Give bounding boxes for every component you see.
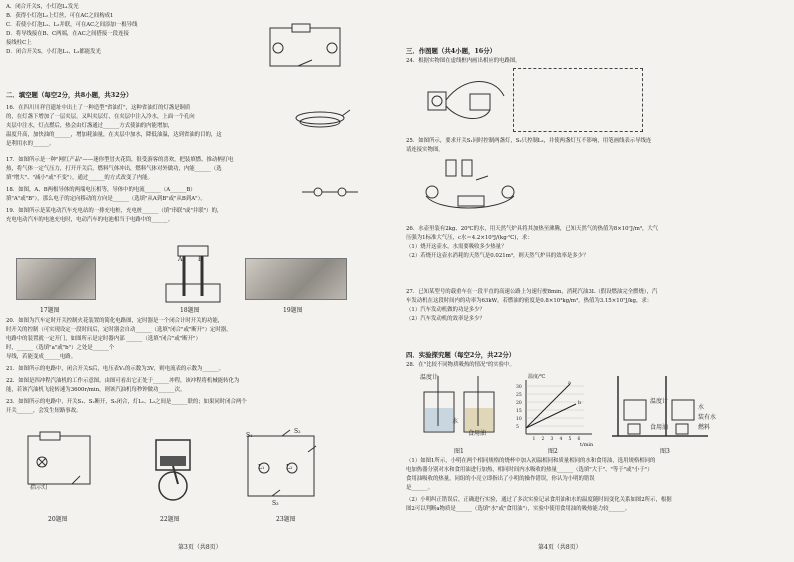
q20-line: 20．如图为汽车定时开关控制火花装置的简化电路图，定时器是一个闭合计时开关的功能， <box>6 318 224 324</box>
q24-answer-box <box>513 68 643 132</box>
option-line: C．若使小灯泡L₁、L₂并联，可在AC之间添加一根导线 <box>6 22 138 28</box>
page-number-left: 第3页（共8页） <box>178 544 222 551</box>
page-number-right: 第4页（共8页） <box>538 544 582 551</box>
q16-line: 16．在四川川祥宫遗址中出土了一种造型"省油灯"，这种省油灯的灯盏是铜质 <box>6 105 191 111</box>
q22-line: 能，若该汽油机飞轮转速为3600r/min，则该汽油机每秒钟做功______次。 <box>6 387 186 393</box>
fig1-label-oil: 食用油 <box>468 430 487 437</box>
q16-line: 温度升高，加快油的______，增加耗油量，在夹层中加水，降低油温，达到省油的目的，这 <box>6 132 222 138</box>
fig23-caption: 23题图 <box>276 516 296 523</box>
fig18-label-a: A <box>178 256 183 263</box>
fig20-label: 指示灯 <box>30 484 49 491</box>
graph-x-label: t/min <box>580 442 594 448</box>
fig19-caption: 19题图 <box>283 307 303 314</box>
option-line: D．闭合开关S，小灯泡L₁、L₂都能发光 <box>6 49 101 55</box>
q16-line: 夹层中注水，灯点燃后，热会由灯盏通过______方式使油的内能增加， <box>6 123 174 129</box>
graph-x-tick: 1 <box>532 437 536 442</box>
graph-line-a <box>526 384 570 428</box>
fig19-photo <box>245 258 347 300</box>
fig23-label-l2: L₂ <box>286 464 293 471</box>
q27-line: （1）汽车发动机做的功是多少？ <box>406 307 485 313</box>
graph-x-tick: 6 <box>577 437 581 442</box>
q26-line: （2）若烧开这壶水消耗的天然气是0.021m³，则天然气炉具的效率是多少？ <box>406 253 589 259</box>
q16-line: 是利用水的______。 <box>6 141 55 147</box>
graph-y-tick: 10 <box>516 417 522 422</box>
q28-line: 28．在"比较不同物质吸热的情况"的实验中。 <box>406 362 515 368</box>
fig3-label-fuel: 燃料 <box>698 424 711 431</box>
q25-line: 请连接实物图。 <box>406 147 444 153</box>
fig23-label-s1: S₁ <box>246 432 253 439</box>
graph-x-tick: 3 <box>550 437 554 442</box>
q21-line: 21．如图所示的电路中，闭合开关S后，电压表V₁的示数为3V，则电流表的示数为______。 <box>6 366 224 372</box>
q28-answer-line: 是______。 <box>406 485 433 491</box>
graph-y-tick: 30 <box>516 385 522 390</box>
fig1-label-thermometer: 温度计 <box>420 374 439 381</box>
option-line: A．闭合开关S，小灯泡L₁发光 <box>6 4 79 10</box>
q20-line: 时，______（选填"a"或"b"）之处是______个 <box>6 345 115 351</box>
option-line: D．将导线接在B、C两端，在AC之间搭接一段连接 <box>6 31 129 37</box>
fig18-diagram <box>158 244 228 304</box>
fig20-caption: 20题图 <box>48 516 68 523</box>
q26-line: 26．水壶里装有2kg、20℃的水，用天然气炉具将其加热至沸腾，已知天然气的热值为8×10⁷J/m³，大气 <box>406 226 659 232</box>
graph-y-tick: 15 <box>516 409 522 414</box>
q28-answer-line: 电加热器分别对水和食用油进行加热，相同时间内水吸收的热量______（选填"大于"、"等于"或"小于"） <box>406 467 653 473</box>
q24-physical-circuit <box>424 72 514 127</box>
fig18-label-b: B <box>198 256 203 263</box>
q22-line: 22．如图是四冲程汽油机的工作示意图，由图可看出它正处于______冲程，该冲程将机械能转化为 <box>6 378 240 384</box>
fig1-label-water: 水 <box>452 418 459 425</box>
q19-line: 充电电动汽车的电池充电时，电动汽车的电池相当于电路中的______。 <box>6 217 174 223</box>
fig22-caption: 22题图 <box>160 516 180 523</box>
fig1-caption: 图1 <box>454 448 464 455</box>
fig2-graph <box>508 372 598 448</box>
fig1-beakers <box>418 372 508 442</box>
q27-line: 27．已知某型号的载重车在一段平直的高速公路上匀速行驶8min，消耗汽油3L（假设燃油完全燃烧），汽 <box>406 289 658 295</box>
q27-line: 车发动机在这段时间内的功率为63kW，若燃油的密度是0.8×10³kg/m³，热值为3.15×10⁷J/kg，求： <box>406 298 653 304</box>
option-line: B．获得小灯泡L₂上灯丝，可在AC之间构成1 <box>6 13 114 19</box>
fig3-label-oil: 食用油 <box>650 424 669 431</box>
fig23-label-l1: L₁ <box>258 464 265 471</box>
fig22-engine <box>148 436 198 506</box>
fig2-caption: 图2 <box>548 448 558 455</box>
fig23-circuit <box>242 428 322 508</box>
section-3-title: 三．作图题（共4小题，16分） <box>406 47 497 55</box>
q28-answer-line: （1）如图1所示，小明在两个相同规格的烧杯中加入初温相同和质量相同的水和食用油，选用规格相同的 <box>406 458 656 464</box>
q20-line: 时开关的控制（可实现设定一段时间后，定时器会自动______（选填"闭合"或"断开"）定时器， <box>6 327 232 333</box>
q15-circuit-figure <box>262 18 352 73</box>
q28-answer-line: 食用油吸收的热量，同组的小亮立即指出了小明的操作错误，你认为小明的错误 <box>406 476 595 482</box>
fig3-label-thermometer: 温度计 <box>650 398 669 405</box>
q20-line: 导线，若能变成______电路。 <box>6 354 77 360</box>
q25-physical-circuit <box>418 156 528 216</box>
graph-y-tick: 5 <box>516 425 519 430</box>
fig17-caption: 17题图 <box>40 307 60 314</box>
graph-y-tick: 25 <box>516 393 522 398</box>
q26-line: （1）烧开这壶水，水需要吸收多少热量？ <box>406 244 507 250</box>
q28-answer-line: 图2可以判断a物质是______（选填"水"或"食用油"），实验中使用食用油的吸热能力较______。 <box>406 506 631 512</box>
q20-line: 电路中的装置就一定开门，如图所示是定时器内部 ______（选填"闭合"或"断开"） <box>6 336 201 342</box>
q26-line: 压强为1标准大气压，c水＝4.2×10³J/(kg·℃)，求： <box>406 235 533 241</box>
graph-line-a-label: a <box>568 380 571 386</box>
option-line: 接线柱C上 <box>6 40 32 46</box>
q16-line: 的，在灯盏下增加了一层夹层，又叫夹层灯，在夹层中注入冷水，上面一个孔向 <box>6 114 195 120</box>
fig23-label-s2: S₂ <box>294 428 301 435</box>
graph-x-tick: 4 <box>559 437 563 442</box>
q17-line: 17．如图所示是一种"网红产品"——迷你型冒火花筒，很受游客的喜欢，把装填燃、推动柄打电 <box>6 157 234 163</box>
oil-lamp-figure <box>292 106 352 136</box>
q17-line: 热，将气体一定气压力，打开开关后，燃料气体冲出，燃料气体对外做功，内能______（选 <box>6 166 222 172</box>
right-page <box>398 0 794 562</box>
fig3-label-water: 水 <box>698 404 705 411</box>
graph-line-b <box>526 404 576 428</box>
q19-line: 19．如图所示是某电动汽车充电站的一排充电桩，充电桩______（填"串联"或"并联"）的， <box>6 208 223 214</box>
section-2-title: 二．填空题（每空2分，共8小题，共32分） <box>6 91 133 99</box>
q17-line: 填"增大"、"减小"或"不变"），通过______的方式改变了内能。 <box>6 175 153 181</box>
q18-line: 18．如图，A、B两根导体的两端电压相等，导体中的电流______（A______B） <box>6 187 196 193</box>
q28-answer-line: （2）小明纠正错误后，正确进行实验，通过了多次实验记录食用油和水的温度随时间变化关系如图2所示，根据 <box>406 497 672 503</box>
fig3-caption: 图3 <box>660 448 670 455</box>
fig17-photo <box>16 258 96 300</box>
graph-x-tick: 5 <box>568 437 572 442</box>
fig18-caption: 18题图 <box>180 307 200 314</box>
q18-line: 填"A"或"B"），那么电子的定向移动的方向是______（选填"从A到B"或"从B到A"）。 <box>6 196 206 202</box>
fig23-label-s3: S₃ <box>272 500 279 507</box>
fig3-label-container: 装有水 <box>698 414 717 421</box>
graph-x-tick: 2 <box>541 437 545 442</box>
graph-y-label: 温度/℃ <box>528 374 546 380</box>
q23-line: 23．如图所示的电路中，开关S₁、S₂断开，S₃闭合，灯L₁、L₂之间是______联的；如果同时闭合两个 <box>6 399 247 405</box>
section-4-title: 四．实验探究题（每空2分，共22分） <box>406 351 516 359</box>
q23-line: 开关______，会发生短路事故。 <box>6 408 82 414</box>
q24-line: 24．根据实物图在虚线框内画出相应的电路图。 <box>406 58 521 64</box>
q25-line: 25．如图所示，要求开关S₁同时控制两盏灯，S₂只控制L₂，并使两盏灯互不影响，用笔画线表示导线连 <box>406 138 652 144</box>
graph-line-b-label: b <box>578 400 582 406</box>
q18-diagram <box>300 180 360 205</box>
q27-line: （2）汽车发动机的效率是多少？ <box>406 316 485 322</box>
fig3-apparatus <box>612 372 712 442</box>
graph-y-tick: 20 <box>516 401 522 406</box>
